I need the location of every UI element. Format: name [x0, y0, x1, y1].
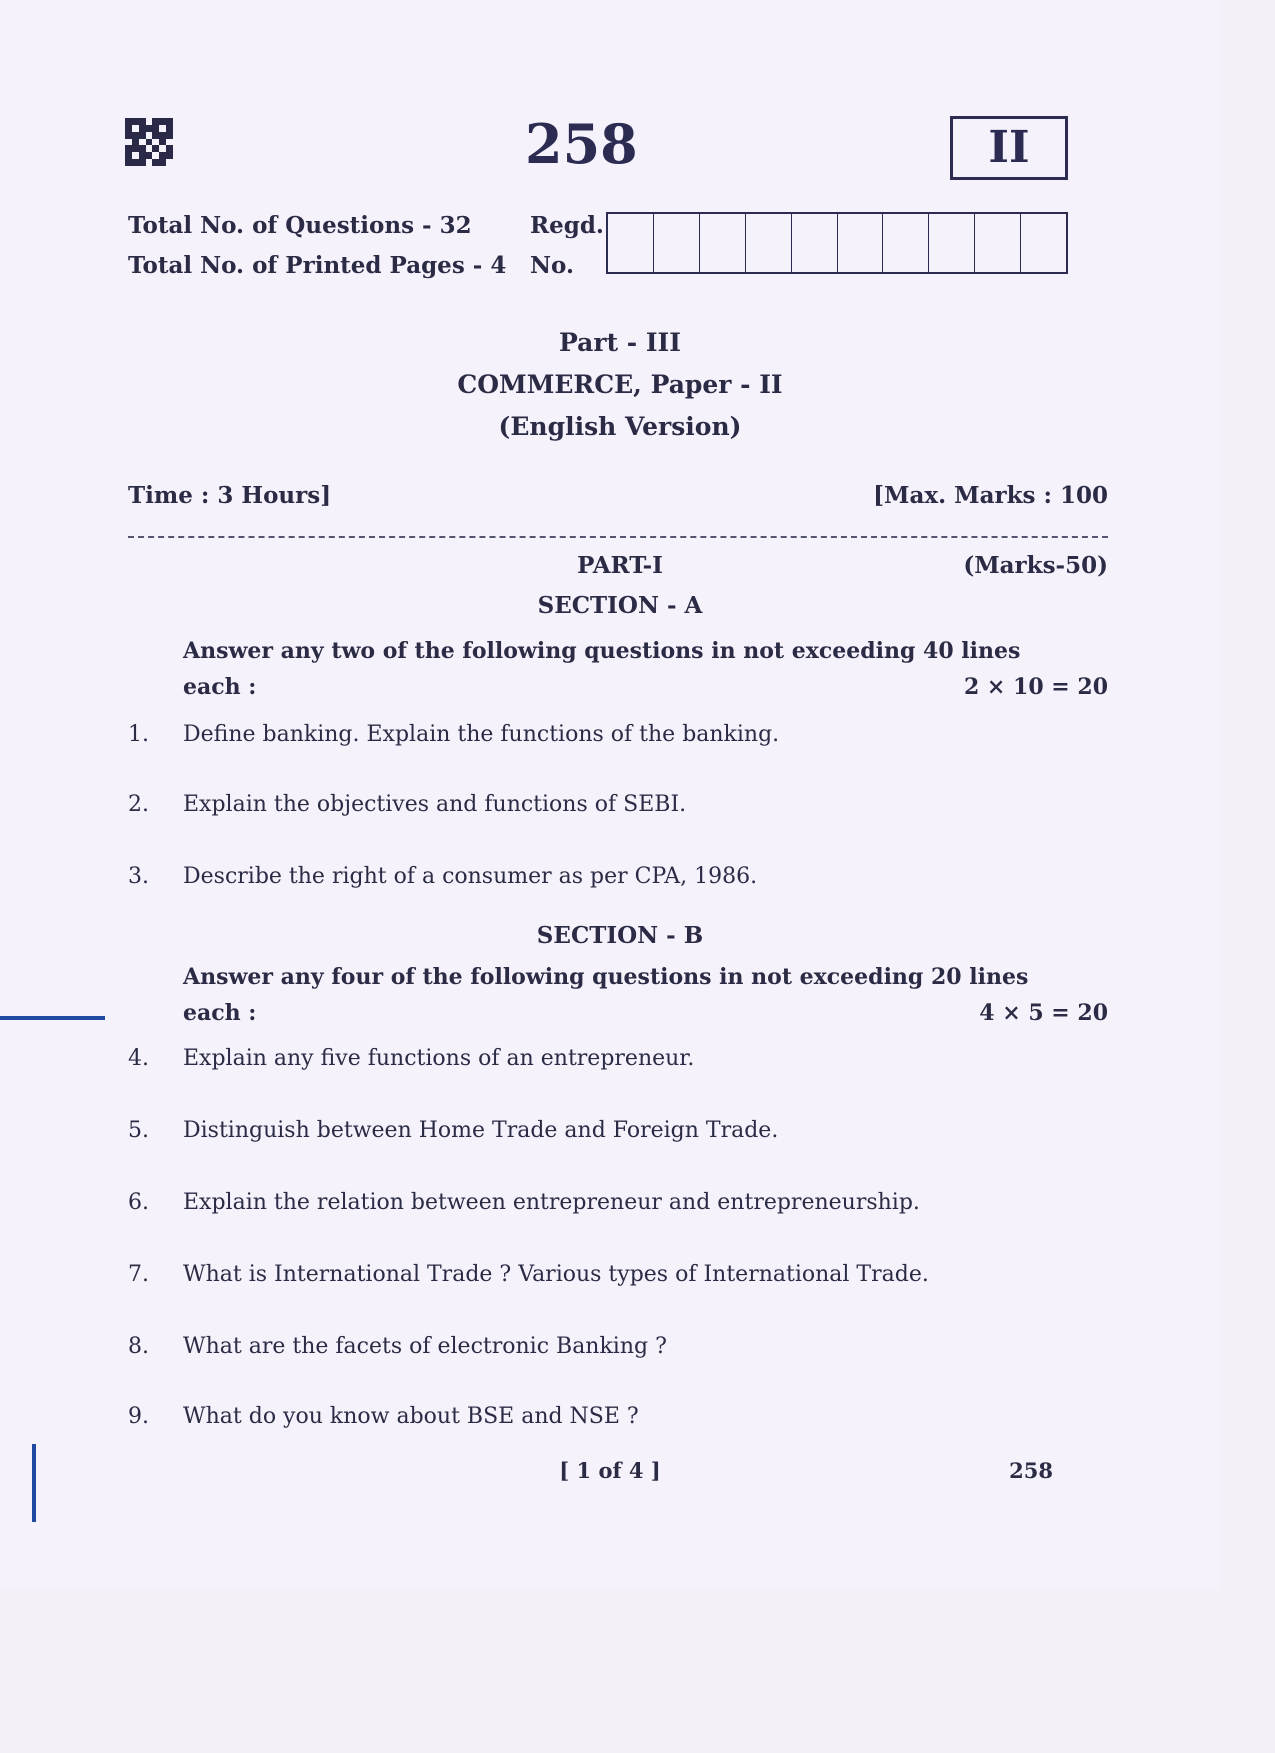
- section-b-marks: 4 × 5 = 20: [979, 1000, 1108, 1026]
- question-text: Explain the objectives and functions of SEBI.: [183, 792, 687, 817]
- no-label: No.: [530, 252, 574, 279]
- max-marks: [Max. Marks : 100: [873, 482, 1108, 509]
- divider: [128, 536, 1108, 538]
- question-text: Explain any five functions of an entrepreneur.: [183, 1046, 695, 1071]
- regd-digit-box[interactable]: [929, 214, 975, 272]
- regd-digit-box[interactable]: [1021, 214, 1066, 272]
- regd-digit-box[interactable]: [654, 214, 700, 272]
- section-b-instruction: Answer any four of the following questions in not exceeding 20 lines: [183, 964, 1029, 990]
- part-title: Part - III: [559, 328, 681, 357]
- question-text: Explain the relation between entrepreneur and entrepreneurship.: [183, 1190, 920, 1215]
- regd-digit-box[interactable]: [883, 214, 929, 272]
- question-number: 5.: [128, 1118, 149, 1143]
- total-pages: Total No. of Printed Pages - 4: [128, 252, 507, 279]
- regd-digit-box[interactable]: [838, 214, 884, 272]
- question-text: What is International Trade ? Various types of International Trade.: [183, 1262, 929, 1287]
- section-a-instruction-cont: each :: [183, 674, 257, 700]
- qr-code-icon: [125, 118, 173, 166]
- question-number: 1.: [128, 722, 149, 747]
- regd-digit-box[interactable]: [700, 214, 746, 272]
- part1-marks: (Marks-50): [963, 552, 1108, 579]
- section-a-title: SECTION - A: [537, 592, 703, 619]
- section-a-marks: 2 × 10 = 20: [963, 674, 1108, 700]
- question-text: What do you know about BSE and NSE ?: [183, 1404, 639, 1429]
- question-number: 3.: [128, 864, 149, 889]
- ink-bar: [32, 1444, 36, 1522]
- question-number: 8.: [128, 1334, 149, 1359]
- question-text: Describe the right of a consumer as per CPA, 1986.: [183, 864, 758, 889]
- regd-label: Regd.: [530, 212, 604, 239]
- question-number: 7.: [128, 1262, 149, 1287]
- registration-number-boxes[interactable]: [606, 212, 1068, 274]
- regd-digit-box[interactable]: [746, 214, 792, 272]
- regd-digit-box[interactable]: [792, 214, 838, 272]
- question-text: Distinguish between Home Trade and Foreign Trade.: [183, 1118, 779, 1143]
- section-b-title: SECTION - B: [536, 922, 704, 949]
- paper-code: 258: [525, 112, 638, 176]
- subject-title: COMMERCE, Paper - II: [457, 370, 783, 399]
- paper-number-box: II: [950, 116, 1068, 180]
- section-a-instruction: Answer any two of the following questions in not exceeding 40 lines: [183, 638, 1021, 664]
- question-text: What are the facets of electronic Banking ?: [183, 1334, 667, 1359]
- question-number: 4.: [128, 1046, 149, 1071]
- question-text: Define banking. Explain the functions of the banking.: [183, 722, 780, 747]
- part1-label: PART-I: [577, 552, 663, 579]
- version-title: (English Version): [498, 412, 742, 441]
- question-number: 2.: [128, 792, 149, 817]
- page-indicator: [ 1 of 4 ]: [559, 1458, 661, 1483]
- question-number: 6.: [128, 1190, 149, 1215]
- section-b-instruction-cont: each :: [183, 1000, 257, 1026]
- total-questions: Total No. of Questions - 32: [128, 212, 472, 239]
- footer-code: 258: [1009, 1458, 1053, 1483]
- ink-mark: [0, 1016, 105, 1020]
- regd-digit-box[interactable]: [975, 214, 1021, 272]
- regd-digit-box[interactable]: [608, 214, 654, 272]
- time-allowed: Time : 3 Hours]: [128, 482, 332, 509]
- question-number: 9.: [128, 1404, 149, 1429]
